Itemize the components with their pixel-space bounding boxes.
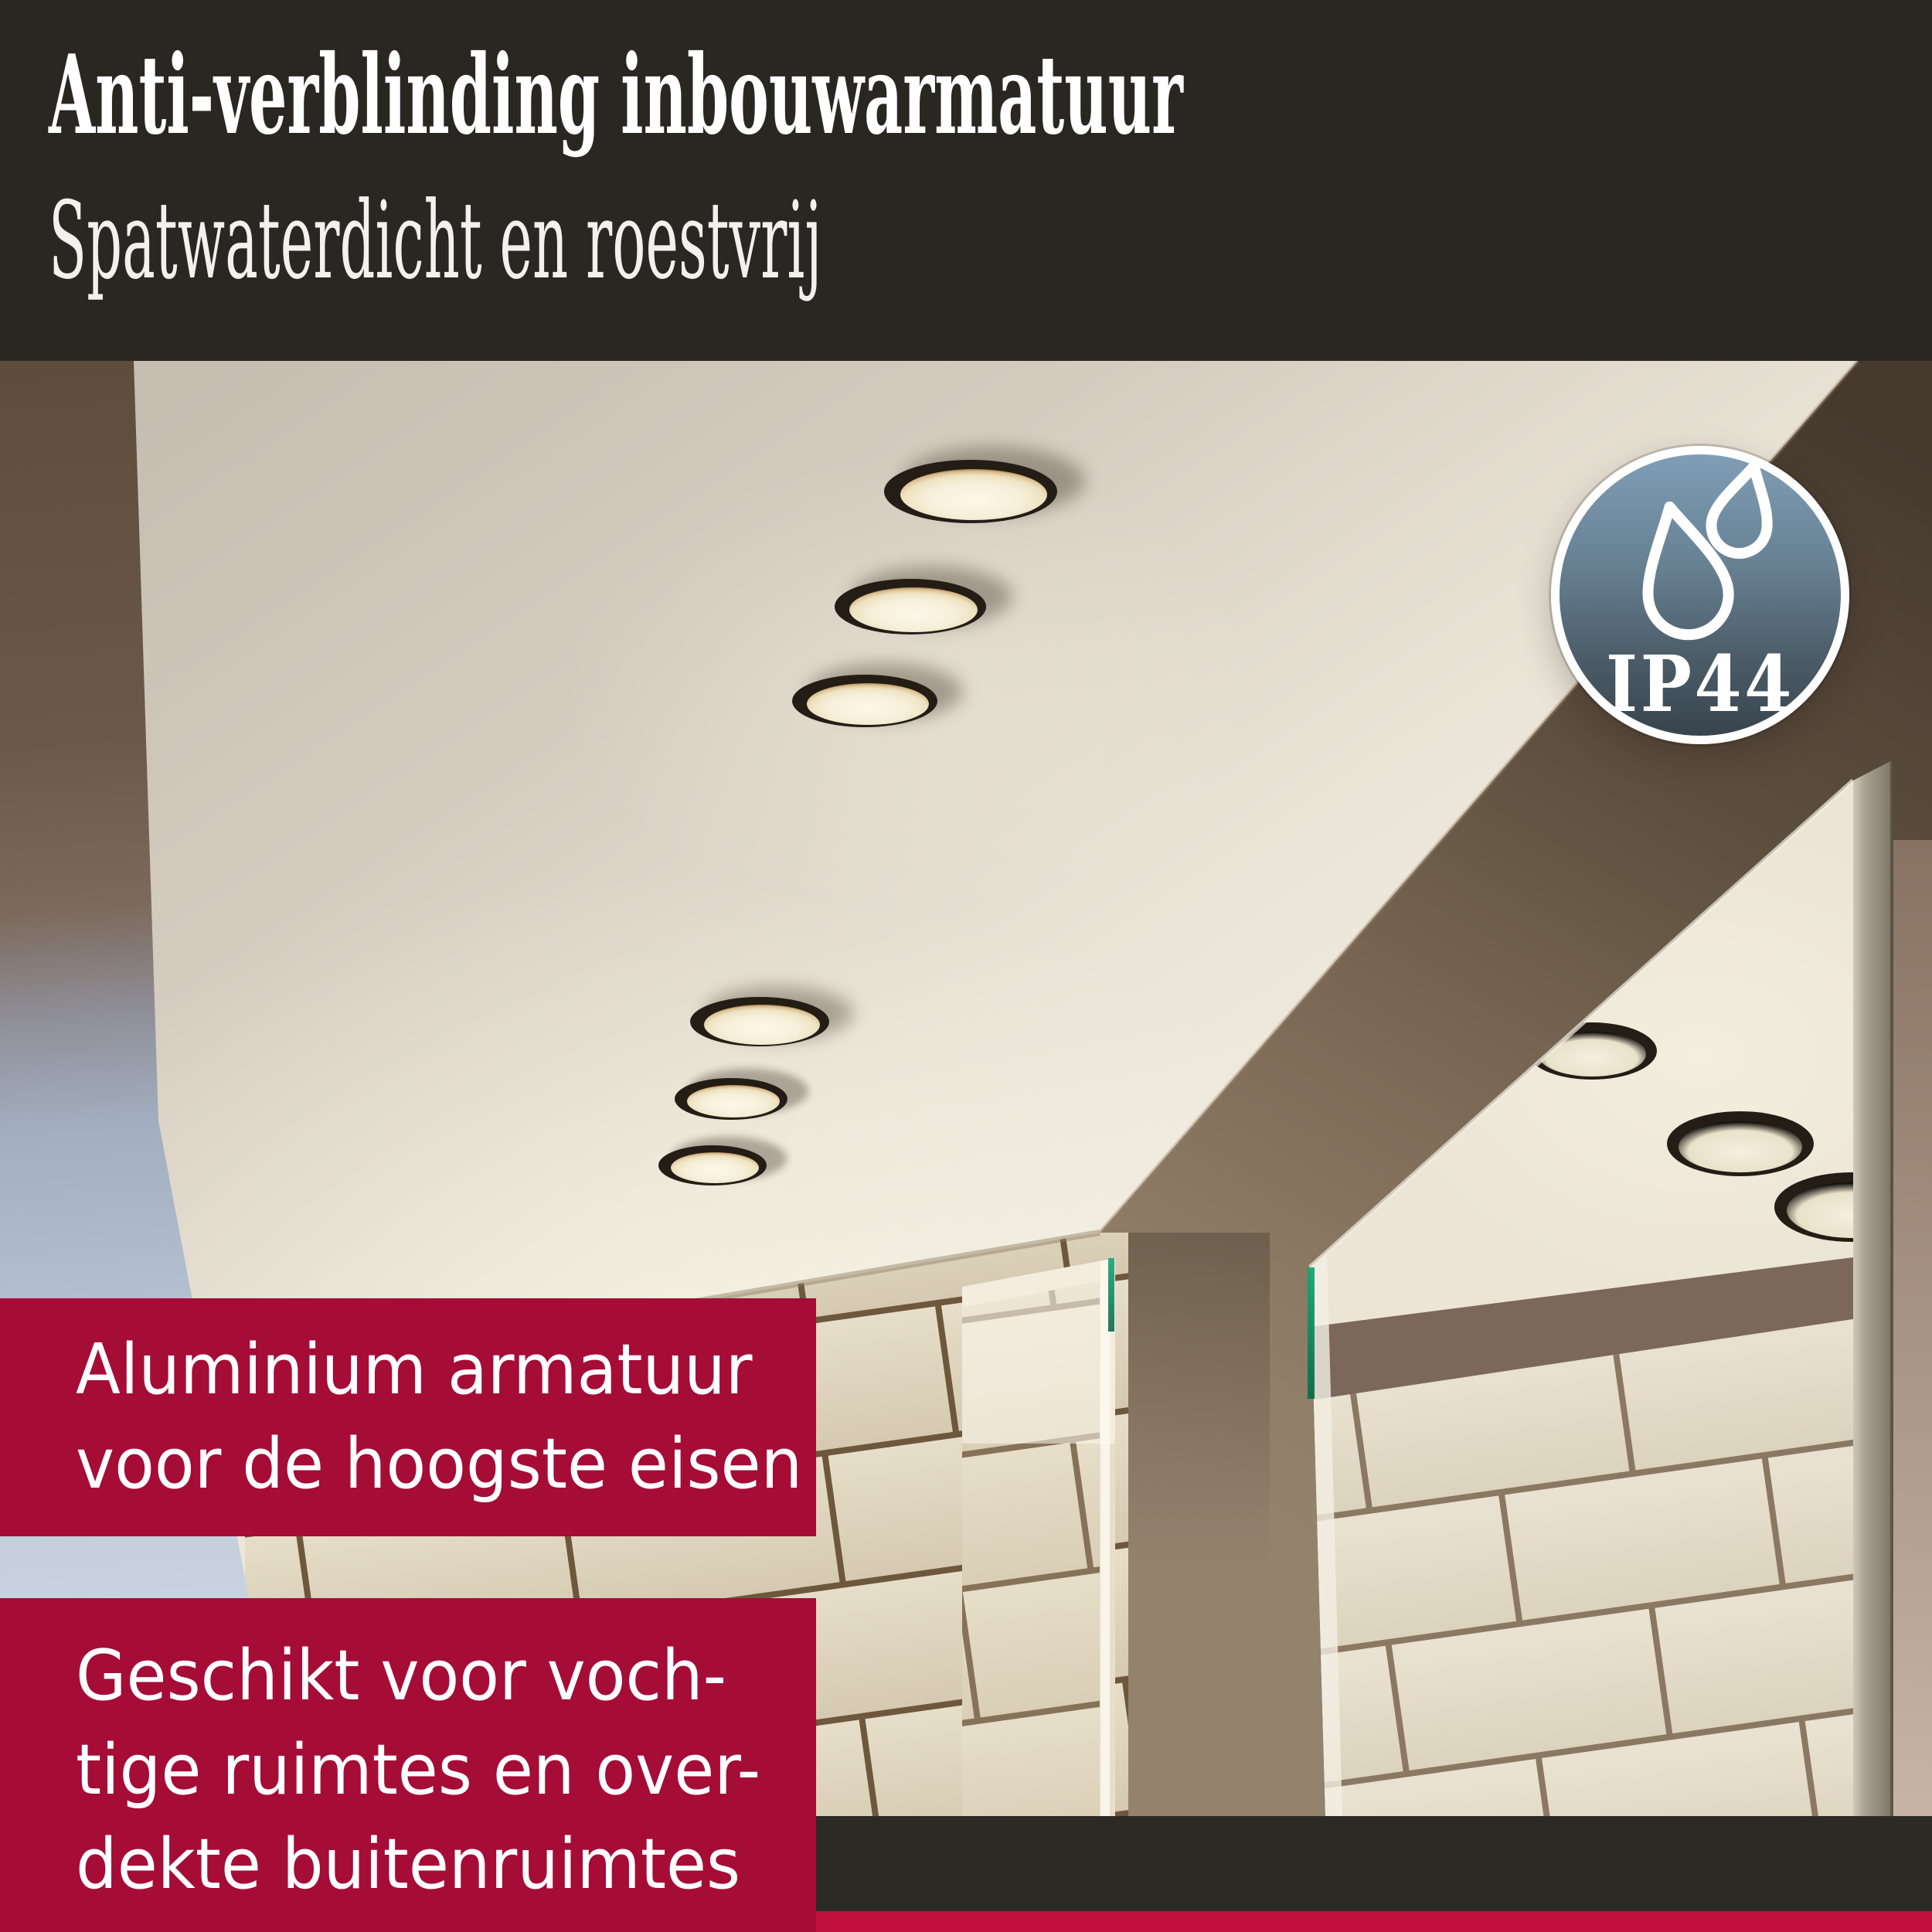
feature-line: tige ruimtes en over- bbox=[76, 1730, 761, 1811]
footer-accent-strip bbox=[816, 1911, 1932, 1932]
feature-line: voor de hoogste eisen bbox=[76, 1423, 803, 1505]
ip44-badge bbox=[1551, 446, 1849, 744]
feature-line: Geschikt voor voch- bbox=[76, 1635, 727, 1716]
feature-line: dekte buitenruimtes bbox=[76, 1824, 741, 1905]
mirror-right-green-edge bbox=[1308, 1267, 1315, 1399]
page-title: Anti-verblinding inbouwarmatuur bbox=[49, 32, 1183, 159]
feature-line: Aluminium armatuur bbox=[76, 1329, 753, 1410]
footer-bar bbox=[816, 1816, 1932, 1911]
mirror-reflected-spotlight bbox=[1667, 1111, 1814, 1176]
header-banner bbox=[0, 0, 1932, 361]
mirror-left-green-edge bbox=[1108, 1258, 1114, 1332]
mirror-left bbox=[947, 1258, 1115, 1839]
mirror-frame bbox=[1853, 760, 1892, 1816]
feature-box-aluminium bbox=[0, 1298, 816, 1536]
wall-shadow bbox=[1115, 1233, 1270, 1565]
feature-box-vochtige-ruimtes bbox=[0, 1598, 816, 1932]
badge-label: IP44 bbox=[1606, 638, 1794, 730]
page-subtitle: Spatwaterdicht en roestvrij bbox=[49, 179, 822, 303]
side-wall-strip bbox=[1893, 840, 1932, 1816]
